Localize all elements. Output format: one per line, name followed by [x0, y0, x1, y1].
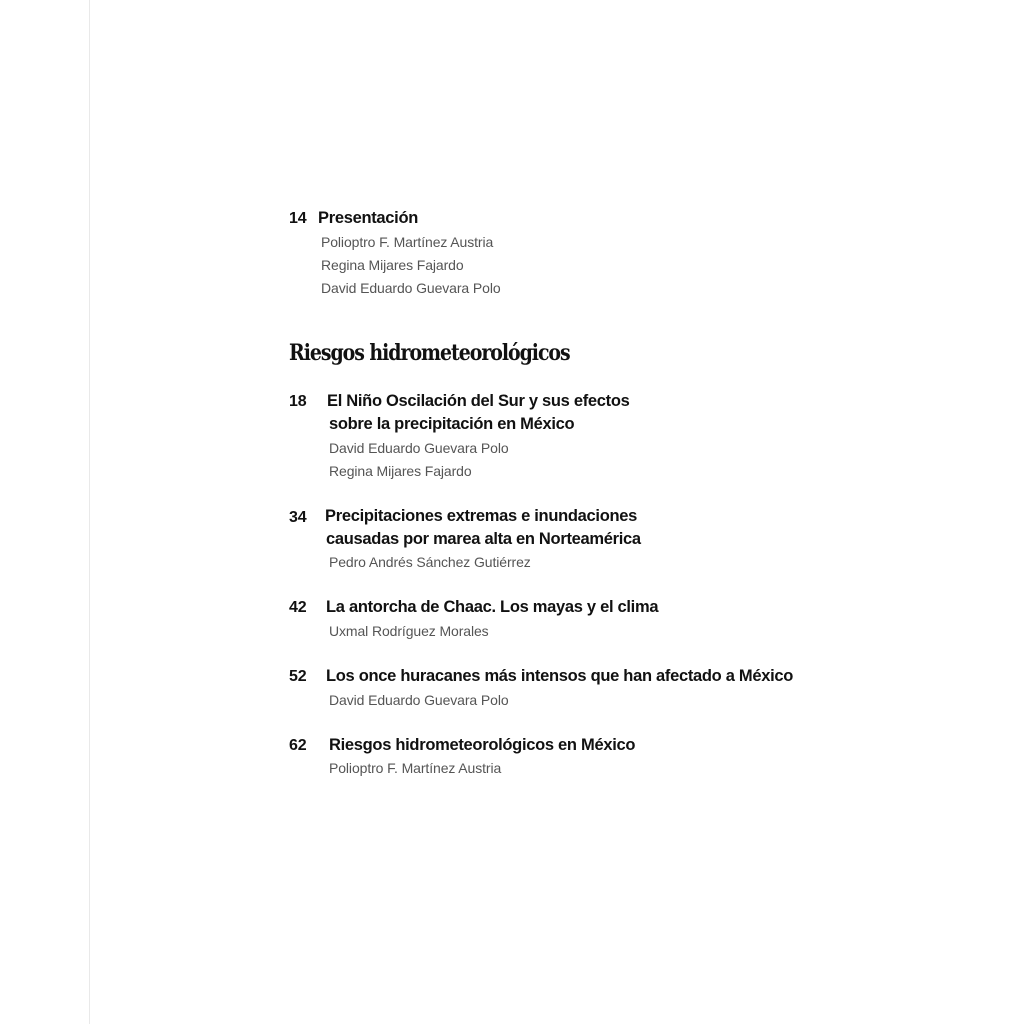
entry-title-line: sobre la precipitación en México: [329, 415, 575, 433]
page-number: 62: [289, 737, 307, 754]
section-heading: Riesgos hidrometeorológicos: [289, 340, 570, 366]
page-number: 18: [289, 393, 307, 410]
entry-title: Presentación: [318, 209, 419, 227]
author-name: Regina Mijares Fajardo: [321, 257, 464, 273]
entry-title-line: La antorcha de Chaac. Los mayas y el clima: [326, 598, 659, 616]
entry-title-line: Precipitaciones extremas e inundaciones: [325, 507, 638, 525]
page-number: 14: [289, 210, 307, 227]
author-name: Regina Mijares Fajardo: [329, 463, 472, 479]
author-name: Polioptro F. Martínez Austria: [321, 234, 494, 250]
entry-authors: [321, 231, 501, 300]
page-number: 52: [289, 668, 307, 685]
entry-authors: [329, 551, 531, 574]
entry-authors: [329, 757, 501, 780]
entry-authors: [329, 689, 509, 712]
page-number: 34: [289, 509, 307, 526]
page-gutter-divider: [89, 0, 90, 1024]
author-name: David Eduardo Guevara Polo: [329, 692, 509, 708]
entry-authors: [329, 620, 489, 643]
entry-title-line: El Niño Oscilación del Sur y sus efectos: [327, 392, 630, 410]
page-number: 42: [289, 599, 307, 616]
author-name: Pedro Andrés Sánchez Gutiérrez: [329, 554, 531, 570]
author-name: David Eduardo Guevara Polo: [329, 440, 509, 456]
entry-title-line: Riesgos hidrometeorológicos en México: [329, 736, 636, 754]
entry-title-line: Los once huracanes más intensos que han afectado a México: [326, 667, 794, 685]
author-name: Polioptro F. Martínez Austria: [329, 760, 502, 776]
author-name: Uxmal Rodríguez Morales: [329, 623, 489, 639]
entry-title-line: causadas por marea alta en Norteamérica: [326, 530, 641, 548]
entry-authors: [329, 437, 509, 483]
author-name: David Eduardo Guevara Polo: [321, 280, 501, 296]
